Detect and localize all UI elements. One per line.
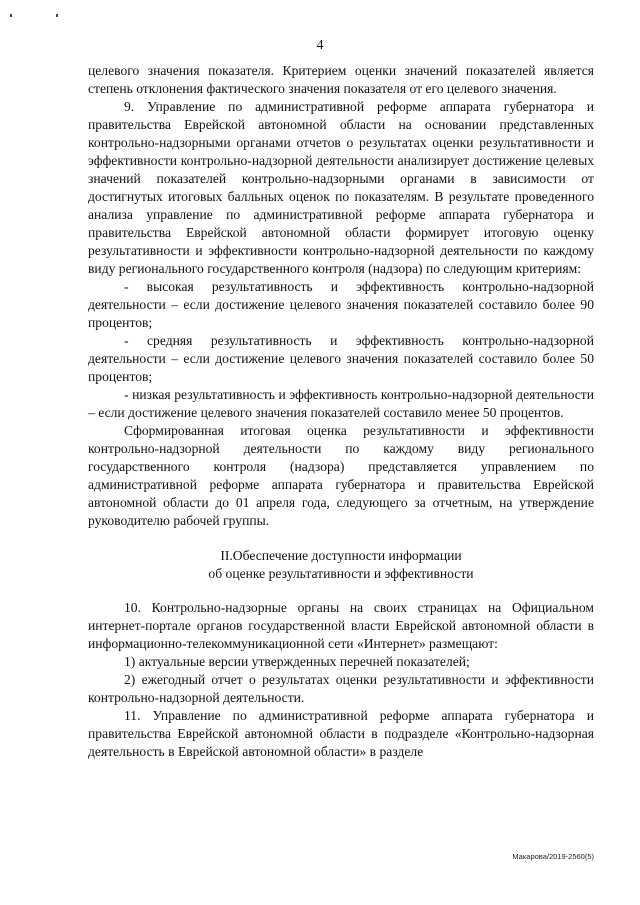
document-body [88, 62, 594, 761]
paragraph-final-assessment: Сформированная итоговая оценка результативности и эффективности контрольно-надзорной деятельности по каждому виду регионального государственного контроля (надзора) представляется управлением по административной реформе аппарата губернатора и правительства Еврейской автономной области до 01 апреля года, следующего за отчетным, на утверждение руководителю рабочей группы. [88, 423, 594, 528]
criterion-medium: - средняя результативность и эффективность контрольно-надзорной деятельности – если достижение целевого значения показателей составило более 50 процентов; [88, 333, 594, 384]
list-item-2: 2) ежегодный отчет о результатах оценки результативности и эффективности контрольно-надзорной деятельности. [88, 672, 594, 705]
criterion-high: - высокая результативность и эффективность контрольно-надзорной деятельности – если достижение целевого значения показателей составило более 90 процентов; [88, 279, 594, 330]
page-number: 4 [316, 38, 324, 53]
section-heading [88, 547, 594, 583]
paragraph-9: 9. Управление по административной реформе аппарата губернатора и правительства Еврейской автономной области на основании представленных контрольно-надзорными органами отчетов о результатах оценки результативности и эффективности контрольно-надзорной деятельности анализирует достижение целевых значений показателей контрольно-надзорными органами в зависимости от достигнутых итоговых балльных оценок по показателям. В результате проведенного анализа управление по административной реформе аппарата губернатора и правительства Еврейской автономной области формирует итоговую оценку результативности и эффективности контрольно-надзорной деятельности по каждому виду регионального государственного контроля (надзора) по следующим критериям: [88, 99, 594, 276]
footer-document-code: Макарова/2019-2560(5) [512, 852, 594, 861]
scan-speck [10, 14, 12, 17]
paragraph-11: 11. Управление по административной реформе аппарата губернатора и правительства Еврейской автономной области в подразделе «Контрольно-надзорная деятельность в Еврейской автономной области» в разделе [88, 708, 594, 759]
paragraph-continuation: целевого значения показателя. Критерием оценки значений показателей является степень отклонения фактического значения показателя от его целевого значения. [88, 63, 594, 96]
criterion-low: - низкая результативность и эффективность контрольно-надзорной деятельности – если достижение целевого значения показателей составило менее 50 процентов. [88, 387, 594, 420]
list-item-1: 1) актуальные версии утвержденных перечней показателей; [124, 654, 470, 669]
section-heading-line-1: II.Обеспечение доступности информации [220, 548, 462, 563]
scan-speck [56, 14, 58, 17]
paragraph-10: 10. Контрольно-надзорные органы на своих страницах на Официальном интернет-портале органов государственной власти Еврейской автономной области в информационно-телекоммуникационной сети «Интернет» размещают: [88, 600, 594, 651]
section-heading-line-2: об оценке результативности и эффективности [208, 566, 474, 581]
